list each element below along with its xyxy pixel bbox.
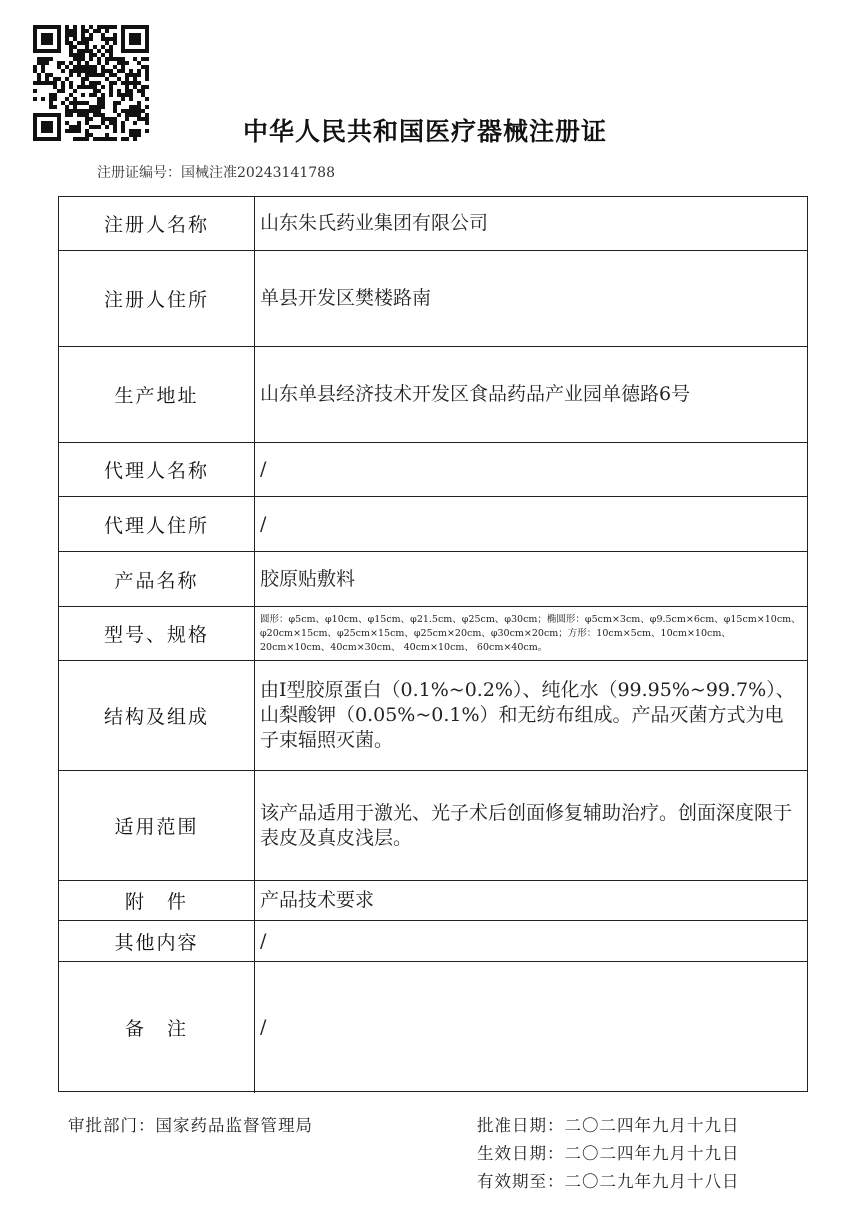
document-title: 中华人民共和国医疗器械注册证	[242, 117, 607, 146]
label-agent-name: 代理人名称	[59, 443, 255, 496]
label-production-address: 生产地址	[59, 347, 255, 442]
label-scope-of-application: 适用范围	[59, 771, 255, 880]
row-agent-name	[59, 443, 807, 497]
row-product-name	[59, 552, 807, 607]
row-registrant-address	[59, 251, 807, 347]
expiry-date: 有效期至：二〇二九年九月十八日	[477, 1172, 740, 1191]
value-model-spec: 圆形：φ5cm、φ10cm、φ15cm、φ21.5cm、φ25cm、φ30cm；椭圆形：φ5cm×3cm、φ9.5cm×6cm、φ15cm×10cm、φ20cm×15cm、φ25cm×15cm、φ25cm×20cm、φ30cm×20cm；方形：10cm×5cm、10cm×10cm、20cm×10cm、40cm×30cm、 40cm×10cm、 60cm×40cm。	[260, 613, 801, 653]
label-product-name: 产品名称	[59, 552, 255, 606]
value-agent-address: /	[260, 512, 267, 535]
label-registrant-address: 注册人住所	[59, 251, 255, 346]
value-product-name: 胶原贴敷料	[260, 567, 356, 590]
value-scope-of-application: 该产品适用于激光、光子术后创面修复辅助治疗。创面深度限于表皮及真皮浅层。	[260, 801, 793, 849]
label-registrant-name: 注册人名称	[59, 197, 255, 250]
row-model-spec	[59, 607, 807, 661]
label-structure-composition: 结构及组成	[59, 661, 255, 770]
row-scope-of-application	[59, 771, 807, 881]
approval-date: 批准日期：二〇二四年九月十九日	[477, 1116, 740, 1135]
effective-date: 生效日期：二〇二四年九月十九日	[477, 1144, 740, 1163]
label-remarks: 备 注	[59, 962, 255, 1093]
row-remarks	[59, 962, 807, 1093]
row-production-address	[59, 347, 807, 443]
value-attachment: 产品技术要求	[260, 889, 375, 911]
row-registrant-name	[59, 197, 807, 251]
label-attachment: 附 件	[59, 881, 255, 920]
value-production-address: 山东单县经济技术开发区食品药品产业园单德路6号	[260, 383, 691, 405]
row-agent-address	[59, 497, 807, 552]
registration-number: 注册证编号：国械注准20243141788	[97, 165, 335, 181]
value-agent-name: /	[260, 458, 267, 480]
label-model-spec: 型号、规格	[59, 607, 255, 660]
approval-department: 审批部门：国家药品监督管理局	[68, 1116, 313, 1135]
value-remarks: /	[260, 1016, 267, 1038]
row-structure-composition	[59, 661, 807, 771]
value-other-content: /	[260, 929, 267, 952]
value-registrant-name: 山东朱氏药业集团有限公司	[260, 212, 489, 234]
value-registrant-address: 单县开发区樊楼路南	[260, 287, 432, 309]
label-other-content: 其他内容	[59, 921, 255, 961]
row-attachment	[59, 881, 807, 921]
label-agent-address: 代理人住所	[59, 497, 255, 551]
row-other-content	[59, 921, 807, 962]
registration-form-table	[58, 196, 808, 1092]
value-structure-composition: 由I型胶原蛋白（0.1%~0.2%）、纯化水（99.95%~99.7%）、山梨酸钾（0.05%~0.1%）和无纺布组成。产品灭菌方式为电子束辐照灭菌。	[260, 679, 795, 751]
